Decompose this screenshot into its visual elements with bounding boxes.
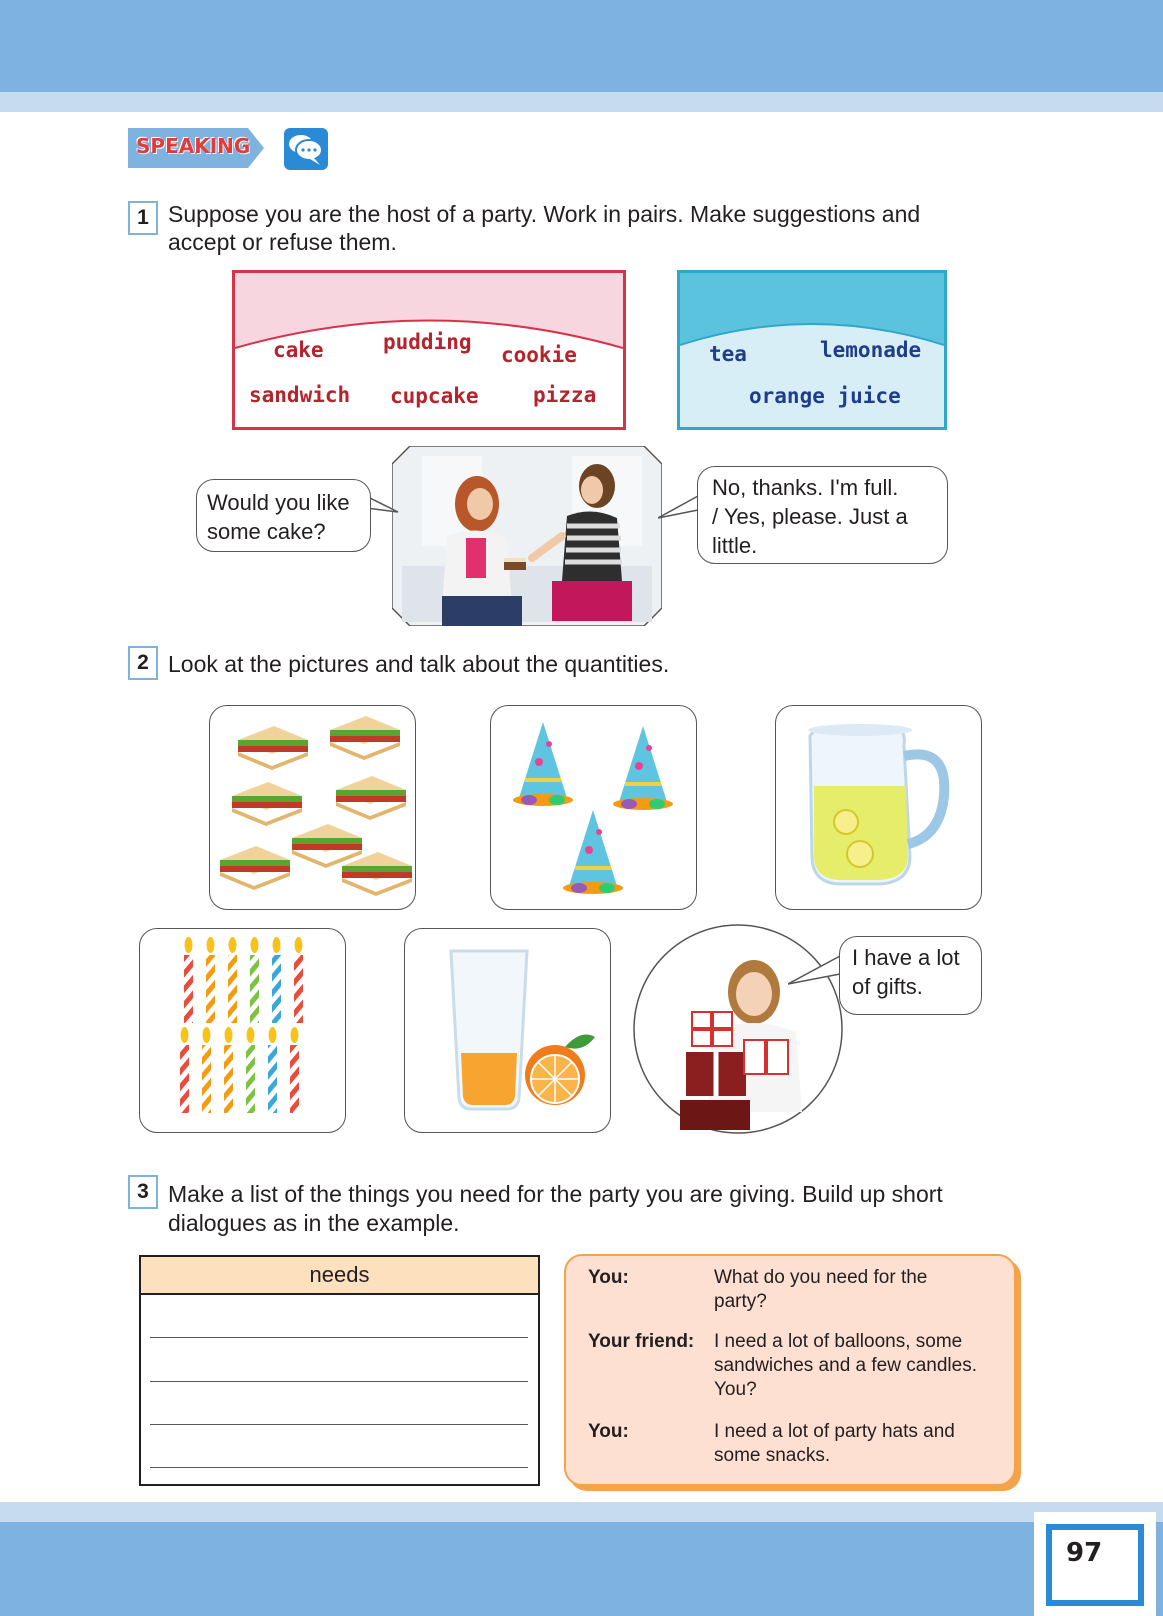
food-word-pudding: pudding xyxy=(383,330,472,354)
dialogue-line-3b: some snacks. xyxy=(714,1445,831,1466)
bubble-answer-line-1: No, thanks. I'm full. xyxy=(712,475,899,500)
food-word-cupcake: cupcake xyxy=(390,384,479,408)
food-word-sandwich: sandwich xyxy=(249,383,351,407)
food-word-cake: cake xyxy=(273,338,324,362)
sandwich-icon xyxy=(220,716,412,896)
bottom-stripe xyxy=(0,1502,1163,1522)
exercise-number-3: 3 xyxy=(128,1175,158,1209)
bubble-question-line-2: some cake? xyxy=(207,519,326,544)
needs-answer-line[interactable] xyxy=(150,1467,528,1468)
dialogue-line-3a: I need a lot of party hats and xyxy=(714,1421,955,1442)
section-label: SPEAKING xyxy=(136,134,251,158)
bubble-answer-line-2: / Yes, please. Just a xyxy=(712,504,908,529)
exercise-1-instruction-line-2: accept or refuse them. xyxy=(168,229,397,255)
orange-juice-icon xyxy=(405,929,609,1131)
picture-party-hats xyxy=(490,705,697,910)
exercise-3-instruction-line-1: Make a list of the things you need for the party you are giving. Build up short xyxy=(168,1181,943,1207)
exercise-2-instruction: Look at the pictures and talk about the quantities. xyxy=(168,651,670,677)
needs-table-header: needs xyxy=(141,1257,538,1295)
dialogue-line-1a: What do you need for the xyxy=(714,1267,928,1288)
drink-word-lemonade: lemonade xyxy=(820,338,922,362)
page-number: 97 xyxy=(1066,1538,1103,1568)
bubble-left-tail xyxy=(366,494,400,518)
bottom-band xyxy=(0,1522,1163,1616)
dialogue-speaker-3: You: xyxy=(588,1421,629,1442)
dialogue-speaker-2: Your friend: xyxy=(588,1331,695,1352)
picture-orange-juice xyxy=(404,928,611,1133)
bubble-answer-line-3: little. xyxy=(712,533,758,558)
exercise-number-1: 1 xyxy=(128,201,158,235)
needs-answer-line[interactable] xyxy=(150,1424,528,1425)
needs-answer-line[interactable] xyxy=(150,1381,528,1382)
exercise-3-instruction-line-2: dialogues as in the example. xyxy=(168,1210,460,1236)
dialogue-line-2b: sandwiches and a few candles. xyxy=(714,1355,977,1376)
dialogue-line-1b: party? xyxy=(714,1291,767,1312)
bubble-question-line-1: Would you like xyxy=(207,490,350,515)
lemonade-jug-icon xyxy=(776,706,980,908)
exercise-1-instruction-line-1: Suppose you are the host of a party. Work in pairs. Make suggestions and xyxy=(168,201,921,227)
needs-answer-line[interactable] xyxy=(150,1337,528,1338)
picture-sandwiches xyxy=(209,705,416,910)
drink-word-orange-juice: orange juice xyxy=(749,384,901,408)
dialogue-line-2a: I need a lot of balloons, some xyxy=(714,1331,963,1352)
candle-icon xyxy=(140,929,344,1131)
picture-lemonade-jug xyxy=(775,705,982,910)
top-band xyxy=(0,0,1163,92)
speech-bubble-question xyxy=(196,479,371,552)
dialogue-line-2c: You? xyxy=(714,1379,757,1400)
gift-bubble-line-2: of gifts. xyxy=(852,974,923,999)
food-word-cookie: cookie xyxy=(501,343,577,367)
exercise-number-2: 2 xyxy=(128,646,158,680)
picture-candles xyxy=(139,928,346,1133)
food-word-pizza: pizza xyxy=(533,383,597,407)
speech-bubbles-icon xyxy=(284,128,328,170)
speech-bubble-gifts xyxy=(839,936,982,1015)
dialogue-speaker-1: You: xyxy=(588,1267,629,1288)
drink-word-tea: tea xyxy=(709,342,747,366)
speech-bubble-answer xyxy=(697,466,948,564)
two-women-photo xyxy=(392,446,662,626)
gift-bubble-line-1: I have a lot xyxy=(852,945,960,970)
party-hat-icon xyxy=(491,706,695,908)
top-stripe xyxy=(0,92,1163,112)
gift-bubble-tail xyxy=(788,954,842,986)
bubble-right-tail xyxy=(658,494,700,520)
